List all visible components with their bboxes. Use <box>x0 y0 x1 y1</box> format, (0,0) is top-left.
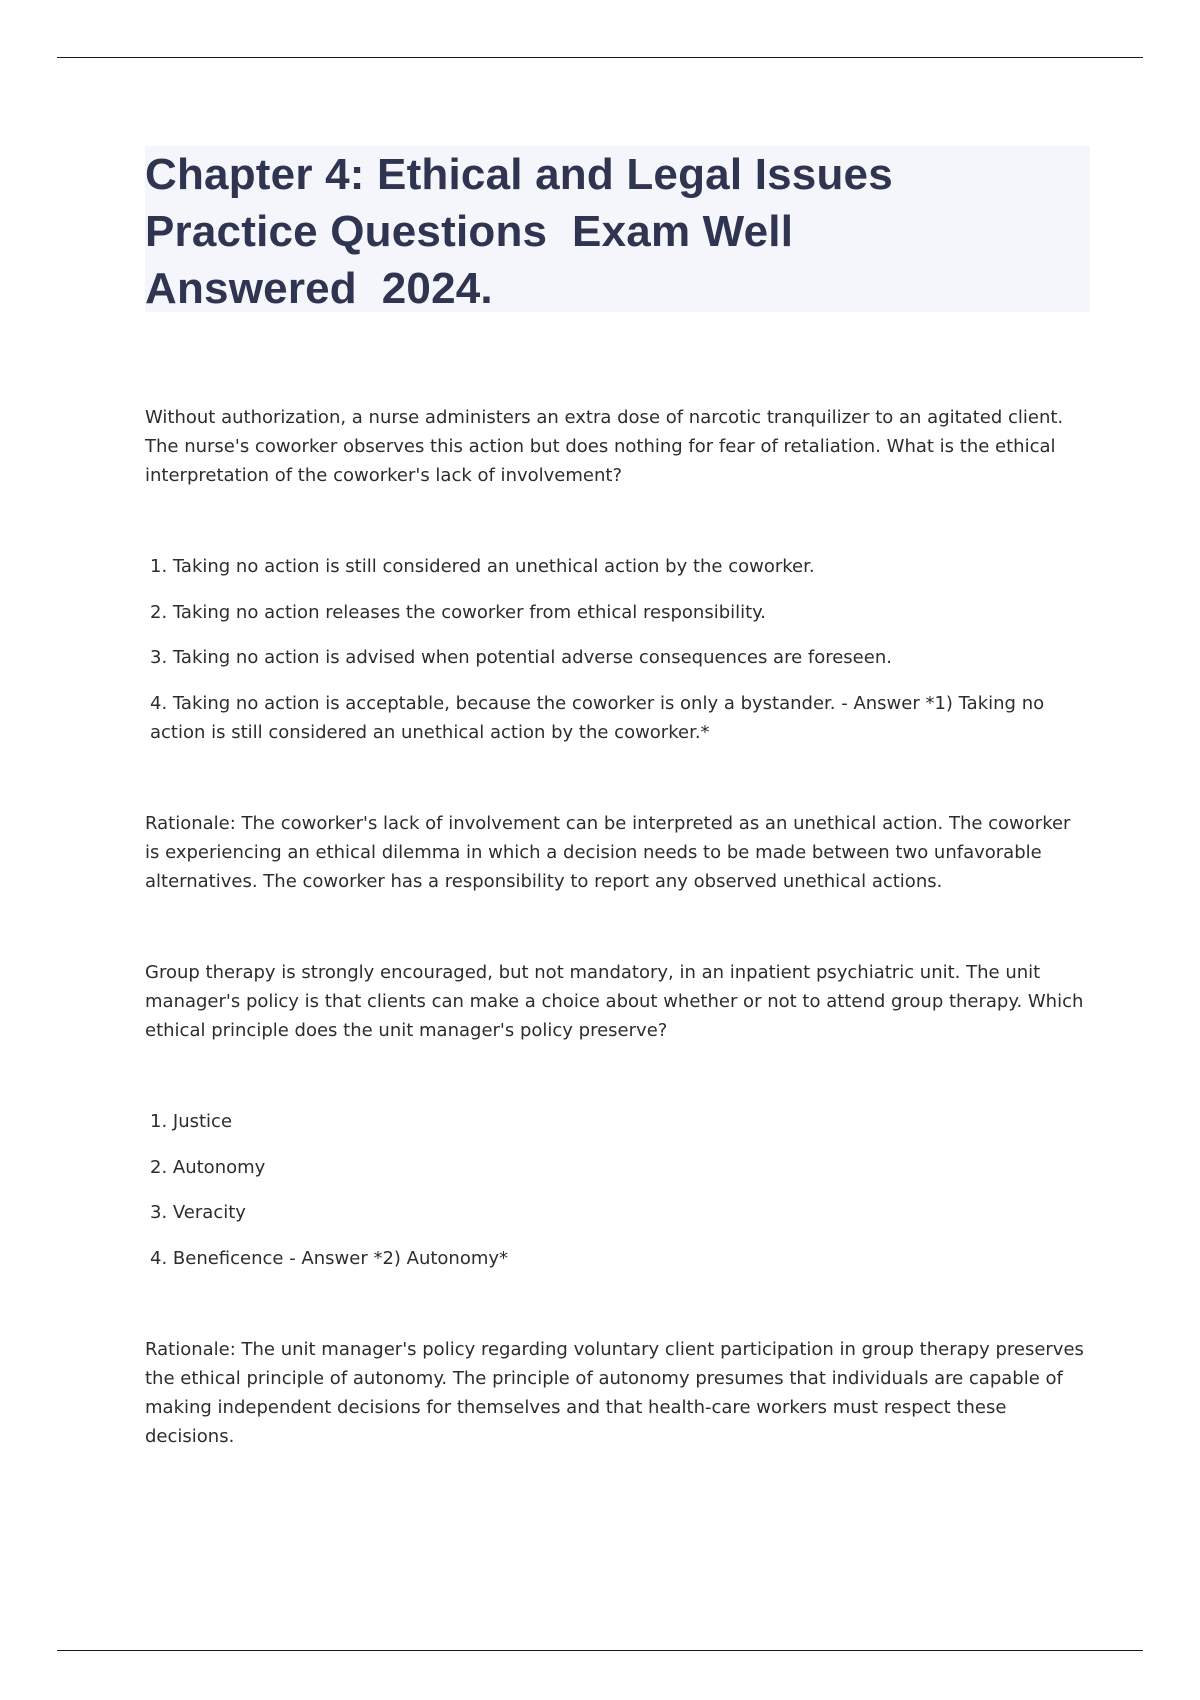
question-1-option-1: 1. Taking no action is still considered an unethical action by the coworker. <box>150 556 815 577</box>
question-1-option-4-with-answer: 4. Taking no action is acceptable, because the coworker is only a bystander. - Answer *1) Taking no action is still considered an unethical action by the coworker.* <box>150 693 1045 743</box>
question-1-option-1-block <box>145 552 1090 581</box>
question-2-option-2-block <box>145 1153 1090 1182</box>
question-1-rationale-block <box>145 809 1090 896</box>
document-title <box>145 146 1090 317</box>
question-2-rationale-block <box>145 1335 1090 1451</box>
title-line-2: Practice Questions Exam Well <box>145 207 794 256</box>
question-1-rationale: Rationale: The coworker's lack of involvement can be interpreted as an unethical action. The coworker is experiencing an ethical dilemma in which a decision needs to be made between two unfavorable alternatives. The coworker has a responsibility to report any observed unethical actions. <box>145 813 1071 892</box>
title-line-3: Answered 2024. <box>145 264 493 313</box>
question-1-text: Without authorization, a nurse administers an extra dose of narcotic tranquilizer to an agitated client. The nurse's coworker observes this action but does nothing for fear of retaliation. What is the ethical interpretation of the coworker's lack of involvement? <box>145 407 1064 486</box>
question-1-text-block <box>145 403 1090 490</box>
question-1-option-4-block <box>145 689 1090 747</box>
question-2-option-1-block <box>145 1107 1090 1136</box>
question-2-option-3-block <box>145 1198 1090 1227</box>
question-2-option-1: 1. Justice <box>150 1111 233 1132</box>
question-1-option-3-block <box>145 643 1090 672</box>
question-2-option-4-with-answer: 4. Beneficence - Answer *2) Autonomy* <box>150 1248 509 1269</box>
question-2-option-3: 3. Veracity <box>150 1202 246 1223</box>
top-divider <box>57 57 1143 58</box>
question-2-option-2: 2. Autonomy <box>150 1157 266 1178</box>
question-2-text-block <box>145 958 1090 1045</box>
question-1-option-2: 2. Taking no action releases the coworker from ethical responsibility. <box>150 602 766 623</box>
question-1-option-3: 3. Taking no action is advised when potential adverse consequences are foreseen. <box>150 647 892 668</box>
bottom-divider <box>57 1650 1143 1651</box>
title-block <box>145 146 1090 312</box>
question-2-option-4-block <box>145 1244 1090 1273</box>
question-1-option-2-block <box>145 598 1090 627</box>
question-2-rationale: Rationale: The unit manager's policy regarding voluntary client participation in group therapy preserves the ethical principle of autonomy. The principle of autonomy presumes that individuals are capable of making independent decisions for themselves and that health-care workers must respect these decisions. <box>145 1339 1084 1447</box>
question-2-text: Group therapy is strongly encouraged, but not mandatory, in an inpatient psychiatric unit. The unit manager's policy is that clients can make a choice about whether or not to attend group therapy. Which ethical principle does the unit manager's policy preserve? <box>145 962 1084 1041</box>
title-line-1: Chapter 4: Ethical and Legal Issues <box>145 150 893 199</box>
